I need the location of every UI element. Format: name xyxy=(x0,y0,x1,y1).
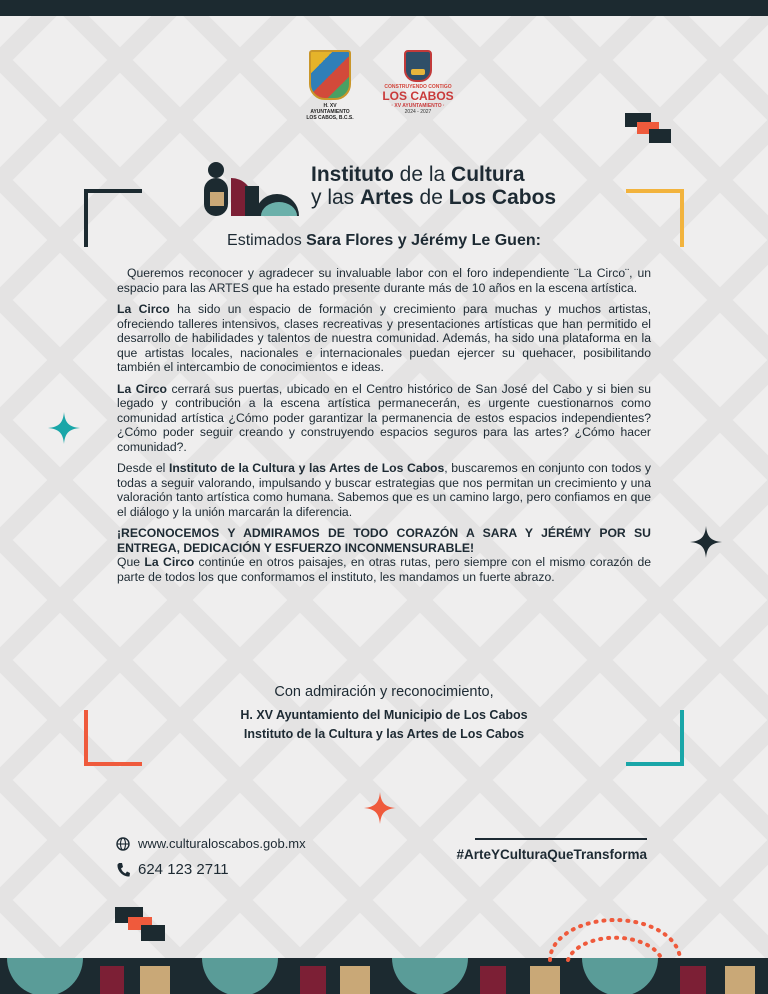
paragraph-4-start: Desde el xyxy=(117,461,169,475)
paragraph-1: Queremos reconocer y agradecer su invaluable labor con el foro independiente ¨La Circo¨, un espacio para las ARTES que ha estado presente durante más de 10 años en la escena artística. xyxy=(117,266,651,295)
top-bar xyxy=(0,0,768,16)
phone-icon xyxy=(116,862,130,878)
bracket-top-right xyxy=(624,189,684,249)
bracket-bottom-right xyxy=(624,708,684,768)
dotted-arc xyxy=(540,918,690,962)
arts-word: Artes xyxy=(360,186,414,209)
municipal-seal xyxy=(305,50,355,121)
bracket-bottom-left xyxy=(84,708,144,768)
paragraph-4-text: , buscaremos en conjunto con todos y todas a seguir valorando, impulsando y buscar estrategias que nos permitan un crecimiento y una valoración tanto artística como humana. Sabemos que es un camino largo, pero confiamos en que el diálogo y la unión marcarán la diferencia. xyxy=(117,461,651,519)
ayuntamiento-tagline: CONSTRUYENDO CONTIGO xyxy=(384,84,452,90)
paragraph-6-start: Que xyxy=(117,555,145,569)
la-circo-name: La Circo xyxy=(117,302,170,316)
bracket-top-left xyxy=(84,189,144,249)
culture-word: Cultura xyxy=(451,163,525,186)
paragraph-2-text: ha sido un espacio de formación y crecimiento para muchas y muchos artistas, ofreciendo talleres intensivos, clases recreativas y presentaciones artísticas que han permitido el desarrollo de habilidades y talentos de nuestra comunidad. Además, ha sido una plataforma en la que artistas locales, nacionales e internacionales puedan ejercer su quehacer, posibilitando también el intercambio de conocimientos e ideas. xyxy=(117,302,651,374)
closing-line: Con admiración y reconocimiento, xyxy=(274,684,494,700)
hashtag-block xyxy=(431,838,647,862)
institute-connector: de la xyxy=(393,163,452,186)
los-cabos-word: Los Cabos xyxy=(448,186,557,209)
institute-word: Instituto xyxy=(311,163,394,186)
sparkle-icon xyxy=(690,526,722,558)
ayuntamiento-years: 2024 - 2027 xyxy=(404,109,432,115)
salutation-names: Sara Flores y Jérémy Le Guen: xyxy=(306,232,541,249)
sparkle-icon xyxy=(364,792,396,824)
phone-row[interactable] xyxy=(116,861,306,878)
salutation-prefix: Estimados xyxy=(227,232,307,249)
ayuntamiento-name: LOS CABOS xyxy=(382,89,454,103)
coat-of-arms-icon xyxy=(309,50,351,100)
block-cluster-bottom xyxy=(115,907,167,943)
paragraph-3-text: cerrará sus puertas, ubicado en el Centro histórico de San José del Cabo y si bien su legado y contribución a la escena artística permanecerán, es urgente cuestionarnos como comunidad artística ¿Cómo poder garantizar la permanencia de estos espacios independientes? ¿Cómo poder seguir creando y construyendo espacios seguros para las artes? ¿Cómo hacer comunidad?. xyxy=(117,381,652,454)
globe-icon xyxy=(116,837,130,851)
ayuntamiento-logo xyxy=(375,50,461,115)
bottom-pattern-band xyxy=(0,958,768,994)
paragraph-4 xyxy=(117,461,651,519)
contact-info xyxy=(116,836,306,888)
institute-name xyxy=(311,163,556,209)
ayuntamiento-subtitle: · XV AYUNTAMIENTO · xyxy=(391,103,445,109)
signature-ayuntamiento: H. XV Ayuntamiento del Municipio de Los Cabos xyxy=(240,708,528,722)
recognition-statement: ¡RECONOCEMOS Y ADMIRAMOS DE TODO CORAZÓN A SARA Y JÉRÉMY POR SU ENTREGA, DEDICACIÓN Y ESFUERZO INCONMENSURABLE! xyxy=(117,526,651,555)
and-the-word: y las xyxy=(311,186,361,209)
phone-number[interactable]: 624 123 2711 xyxy=(138,861,229,878)
website-link[interactable]: www.culturaloscabos.gob.mx xyxy=(138,836,306,851)
ayuntamiento-emblem-icon xyxy=(404,50,432,82)
paragraph-6-text: continúe en otros paisajes, en otras rutas, pero siempre con el mismo corazón de parte de todos los que conformamos el instituto, les mandamos un fuerte abrazo. xyxy=(117,555,651,584)
institute-logo-mark xyxy=(201,160,301,218)
letter-body xyxy=(117,266,651,591)
signature-institute: Instituto de la Cultura y las Artes de Los Cabos xyxy=(243,727,525,741)
of-word: de xyxy=(413,186,449,209)
sparkle-icon xyxy=(48,412,80,444)
paragraph-2 xyxy=(117,302,651,375)
hashtag: #ArteYCulturaQueTransforma xyxy=(456,847,647,862)
block-cluster-top xyxy=(625,113,673,145)
la-circo-name: La Circo xyxy=(144,555,195,569)
seal-caption: H. XV AYUNTAMIENTO LOS CABOS, B.C.S. xyxy=(306,103,354,121)
divider xyxy=(475,838,647,840)
institute-mention: Instituto de la Cultura y las Artes de Los Cabos xyxy=(168,461,445,475)
paragraph-6 xyxy=(117,555,651,584)
paragraph-3 xyxy=(117,382,651,455)
website-row[interactable] xyxy=(116,836,306,851)
la-circo-name: La Circo xyxy=(117,381,167,396)
